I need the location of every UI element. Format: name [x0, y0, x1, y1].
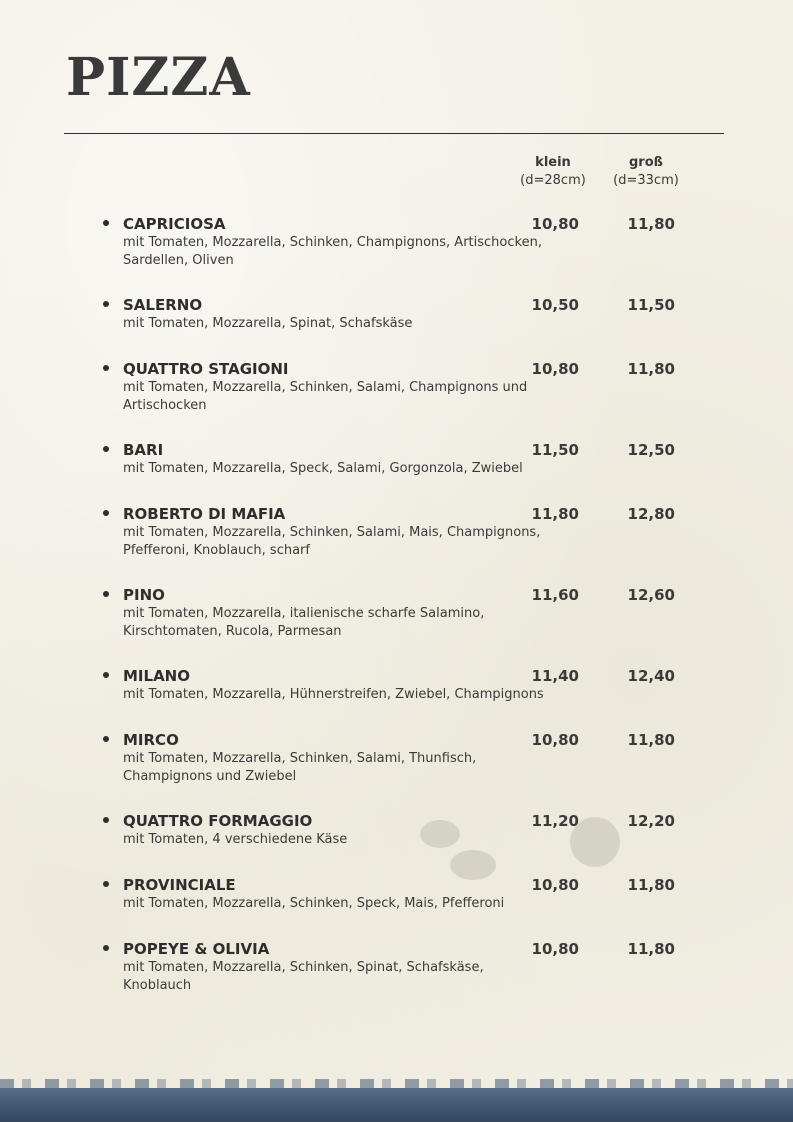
price-small: 10,80 — [531, 876, 579, 894]
item-description: mit Tomaten, Mozzarella, Schinken, Spinat, Schafskäse, Knoblauch — [123, 960, 484, 993]
item-name: ROBERTO DI MAFIA — [123, 505, 286, 523]
item-description: mit Tomaten, 4 verschiedene Käse — [123, 832, 348, 847]
pizza-menu-list — [0, 214, 793, 1020]
item-name: SALERNO — [123, 296, 203, 314]
item-name: BARI — [123, 441, 164, 459]
price-small: 11,20 — [531, 812, 579, 830]
price-large: 11,50 — [627, 296, 675, 314]
item-description: mit Tomaten, Mozzarella, Schinken, Salami, Champignons und Artischocken — [123, 380, 528, 413]
item-description: mit Tomaten, Mozzarella, italienische scharfe Salamino, Kirschtomaten, Rucola, Parmesan — [123, 606, 485, 639]
item-name: QUATTRO STAGIONI — [123, 360, 289, 378]
bullet-icon — [103, 510, 109, 516]
item-name: PINO — [123, 586, 165, 604]
price-large: 12,80 — [627, 505, 675, 523]
menu-item — [0, 359, 793, 440]
price-large: 11,80 — [627, 731, 675, 749]
menu-item — [0, 730, 793, 811]
bullet-icon — [103, 591, 109, 597]
item-name: MIRCO — [123, 731, 179, 749]
bullet-icon — [103, 817, 109, 823]
bullet-icon — [103, 881, 109, 887]
menu-item — [0, 295, 793, 359]
column-large-size: (d=33cm) — [613, 173, 679, 188]
menu-item — [0, 585, 793, 666]
price-large: 11,80 — [627, 215, 675, 233]
column-header-large — [606, 154, 686, 190]
menu-item — [0, 811, 793, 875]
price-small: 10,80 — [531, 731, 579, 749]
price-large: 12,20 — [627, 812, 675, 830]
item-description: mit Tomaten, Mozzarella, Schinken, Salami, Mais, Champignons, Pfefferoni, Knoblauch, scharf — [123, 525, 541, 558]
menu-item — [0, 875, 793, 939]
price-small: 11,40 — [531, 667, 579, 685]
bullet-icon — [103, 672, 109, 678]
bullet-icon — [103, 301, 109, 307]
column-small-size: (d=28cm) — [520, 173, 586, 188]
column-large-label: groß — [629, 155, 663, 170]
menu-item — [0, 666, 793, 730]
item-name: POPEYE & OLIVIA — [123, 940, 270, 958]
footer-band — [0, 1088, 793, 1122]
title-divider — [64, 133, 724, 134]
menu-item — [0, 504, 793, 585]
price-large: 11,80 — [627, 360, 675, 378]
item-description: mit Tomaten, Mozzarella, Spinat, Schafskäse — [123, 316, 413, 331]
bullet-icon — [103, 446, 109, 452]
price-large: 12,60 — [627, 586, 675, 604]
price-large: 11,80 — [627, 876, 675, 894]
price-small: 10,50 — [531, 296, 579, 314]
item-name: PROVINCIALE — [123, 876, 236, 894]
menu-item — [0, 214, 793, 295]
page-title: PIZZA — [66, 47, 251, 108]
bullet-icon — [103, 945, 109, 951]
price-small: 10,80 — [531, 940, 579, 958]
price-large: 12,50 — [627, 441, 675, 459]
menu-item — [0, 939, 793, 1020]
item-description: mit Tomaten, Mozzarella, Schinken, Salami, Thunfisch, Champignons und Zwiebel — [123, 751, 477, 784]
item-name: QUATTRO FORMAGGIO — [123, 812, 313, 830]
item-name: MILANO — [123, 667, 190, 685]
price-small: 10,80 — [531, 360, 579, 378]
price-large: 12,40 — [627, 667, 675, 685]
bullet-icon — [103, 365, 109, 371]
column-header-small — [513, 154, 593, 190]
item-description: mit Tomaten, Mozzarella, Schinken, Speck, Mais, Pfefferoni — [123, 896, 505, 911]
item-description: mit Tomaten, Mozzarella, Schinken, Champignons, Artischocken, Sardellen, Oliven — [123, 235, 542, 268]
price-small: 11,60 — [531, 586, 579, 604]
menu-item — [0, 440, 793, 504]
item-name: CAPRICIOSA — [123, 215, 226, 233]
item-description: mit Tomaten, Mozzarella, Hühnerstreifen, Zwiebel, Champignons — [123, 687, 544, 702]
price-small: 10,80 — [531, 215, 579, 233]
bullet-icon — [103, 220, 109, 226]
price-large: 11,80 — [627, 940, 675, 958]
item-description: mit Tomaten, Mozzarella, Speck, Salami, Gorgonzola, Zwiebel — [123, 461, 523, 476]
bullet-icon — [103, 736, 109, 742]
price-small: 11,50 — [531, 441, 579, 459]
price-small: 11,80 — [531, 505, 579, 523]
column-small-label: klein — [535, 155, 571, 170]
